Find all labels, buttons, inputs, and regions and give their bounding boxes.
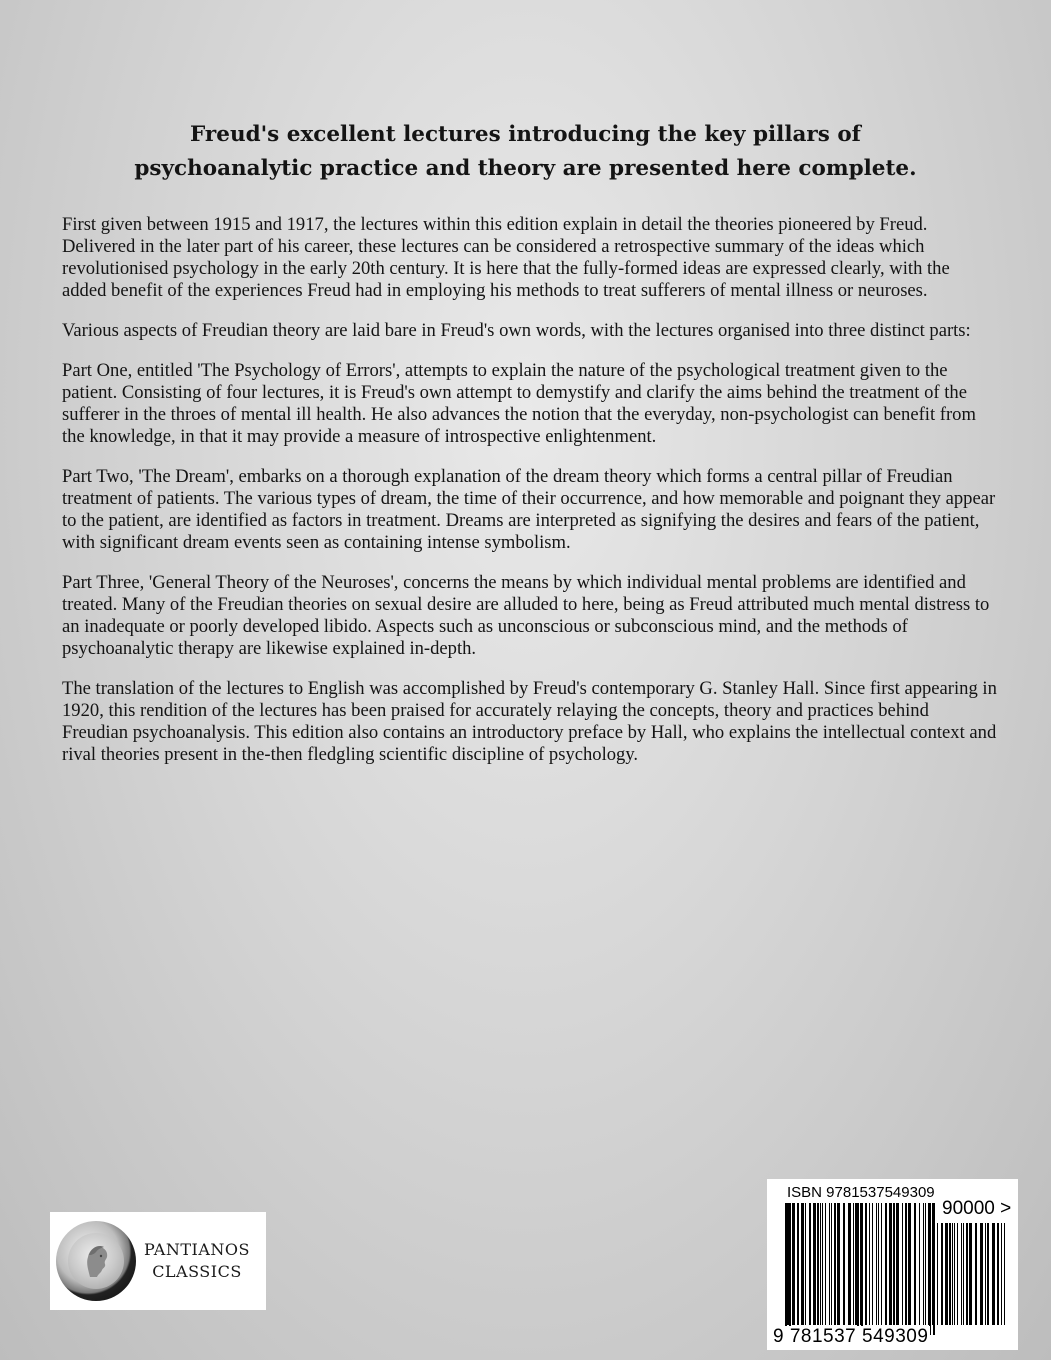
- barcode-guard-bar: [861, 1203, 863, 1335]
- barcode-bar: [817, 1203, 819, 1325]
- barcode-bar: [961, 1223, 962, 1325]
- barcode-bar: [957, 1223, 958, 1325]
- barcode-bar: [949, 1223, 951, 1325]
- barcode-bar: [1001, 1223, 1002, 1325]
- barcode-bar: [809, 1203, 811, 1325]
- barcode-bar: [945, 1223, 948, 1325]
- barcode-bar: [941, 1223, 943, 1325]
- barcode-bar: [878, 1203, 879, 1325]
- barcode-bar: [992, 1223, 995, 1325]
- isbn-barcode: [767, 1179, 1018, 1350]
- isbn-label: ISBN 9781537549309: [787, 1184, 935, 1201]
- barcode-bar: [869, 1203, 870, 1325]
- barcode-bar: [980, 1223, 983, 1325]
- barcode-bar: [923, 1203, 924, 1325]
- barcode-guard-bar: [933, 1203, 935, 1335]
- barcode-bar: [902, 1203, 903, 1325]
- barcode-bar: [805, 1203, 806, 1325]
- barcode-bar: [881, 1203, 882, 1325]
- barcode-bar: [889, 1203, 892, 1325]
- barcode-bar: [908, 1203, 911, 1325]
- barcode-guard-bar: [929, 1203, 931, 1335]
- barcode-bar: [822, 1203, 823, 1325]
- publisher-name-line-2: CLASSICS: [152, 1262, 242, 1281]
- headline-line-1: Freud's excellent lectures introducing the key pillars of: [190, 122, 861, 147]
- barcode-guard-bar: [789, 1203, 791, 1335]
- publisher-name: [144, 1239, 250, 1283]
- barcode-bar: [966, 1223, 968, 1325]
- barcode-bar: [876, 1203, 877, 1325]
- barcode-bar: [985, 1223, 986, 1325]
- headline-line-2: psychoanalytic practice and theory are presented here complete.: [134, 156, 917, 181]
- barcode-bar: [896, 1203, 899, 1325]
- barcode-bar: [797, 1203, 799, 1325]
- barcode-bar: [937, 1223, 938, 1325]
- barcode-bar: [820, 1203, 821, 1325]
- barcode-bar: [813, 1203, 816, 1325]
- barcode-bar: [975, 1223, 977, 1325]
- paragraph-part-three: Part Three, 'General Theory of the Neuroses', concerns the means by which individual mental problems are identified and treated. Many of the Freudian theories on sexual desire are alluded to here, being as Freud attributed much mental distress to an inadequate or poorly developed libido. Aspects such as unconscious or subconscious mind, and the methods of psychoanalytic therapy are likewise explained in-depth.: [62, 572, 990, 659]
- barcode-bar: [834, 1203, 836, 1325]
- paragraph-parts-overview: Various aspects of Freudian theory are laid bare in Freud's own words, with the lectures organised into three distinct parts:: [62, 320, 971, 341]
- barcode-bar: [825, 1203, 826, 1325]
- barcode-bar: [932, 1203, 933, 1325]
- price-code: 90000 >: [942, 1198, 1012, 1219]
- publisher-name-line-1: PANTIANOS: [144, 1240, 250, 1259]
- barcode-bar: [829, 1203, 830, 1325]
- barcode-bar: [843, 1203, 845, 1325]
- paragraph-intro: First given between 1915 and 1917, the lectures within this edition explain in detail the theories pioneered by Freud. Delivered in the later part of his career, these lectures can be considered a retrospective summary of the ideas which revolutionised psychology in the early 20th century. It is here that the fully-formed ideas are expressed clearly, with the added benefit of the experiences Freud had in employing his methods to treat sufferers of mental illness or neuroses.: [62, 214, 950, 301]
- paragraph-translation: The translation of the lectures to English was accomplished by Freud's contemporary G. Stanley Hall. Since first appearing in 1920, this rendition of the lectures has been praised for accurately relaying the concepts, theory and practices behind Freudian psychoanalysis. This edition also contains an introductory preface by Hall, who explains the intellectual context and rival theories present in the-then fledgling scientific discipline of psychology.: [62, 678, 997, 765]
- barcode-bar: [853, 1203, 854, 1325]
- barcode-bar: [787, 1203, 789, 1325]
- barcode-guard-bar: [785, 1203, 787, 1335]
- barcode-bar: [963, 1223, 964, 1325]
- barcode-bar: [885, 1203, 887, 1325]
- barcode-bar: [905, 1203, 907, 1325]
- barcode-bar: [925, 1203, 926, 1325]
- barcode-bar: [865, 1203, 867, 1325]
- publisher-logo: [50, 1212, 266, 1310]
- barcode-guard-bar: [857, 1203, 859, 1335]
- medallion-icon: [56, 1221, 136, 1301]
- barcode-bar: [997, 1223, 999, 1325]
- barcode-bar: [872, 1203, 873, 1325]
- paragraph-part-two: Part Two, 'The Dream', embarks on a thorough explanation of the dream theory which forms a central pillar of Freudian treatment of patients. The various types of dream, the time of their occurrence, and how memorable and poignant they appear to the patient, are identified as factors in treatment. Dreams are interpreted as signifying the desires and fears of the patient, with significant dream events seen as containing intense symbolism.: [62, 466, 996, 553]
- barcode-bar: [987, 1223, 989, 1325]
- barcode-bar: [801, 1203, 804, 1325]
- barcode-bar: [914, 1203, 916, 1325]
- barcode-bar: [928, 1203, 929, 1325]
- barcode-bar: [893, 1203, 895, 1325]
- barcode-bar: [954, 1223, 955, 1325]
- barcode-bar: [1004, 1223, 1005, 1325]
- barcode-bar: [837, 1203, 840, 1325]
- headline: [60, 118, 991, 186]
- barcode-bar: [792, 1203, 795, 1325]
- barcode-digits: 9 781537 549309: [773, 1326, 929, 1347]
- barcode-bar: [848, 1203, 851, 1325]
- description: [62, 214, 997, 784]
- barcode-bar: [831, 1203, 832, 1325]
- barcode-bar: [919, 1203, 920, 1325]
- barcode-bar: [969, 1223, 972, 1325]
- barcode-bar: [855, 1203, 857, 1325]
- paragraph-part-one: Part One, entitled 'The Psychology of Errors', attempts to explain the nature of the psychological treatment given to the patient. Consisting of four lectures, it is Freud's own attempt to demystify and clarify the aims behind the treatment of the sufferer in the throes of mental ill health. He also advances the notion that the everyday, non-psychologist can benefit from the knowledge, in that it may provide a measure of introspective enlightenment.: [62, 360, 976, 447]
- barcode-bar: [952, 1223, 953, 1325]
